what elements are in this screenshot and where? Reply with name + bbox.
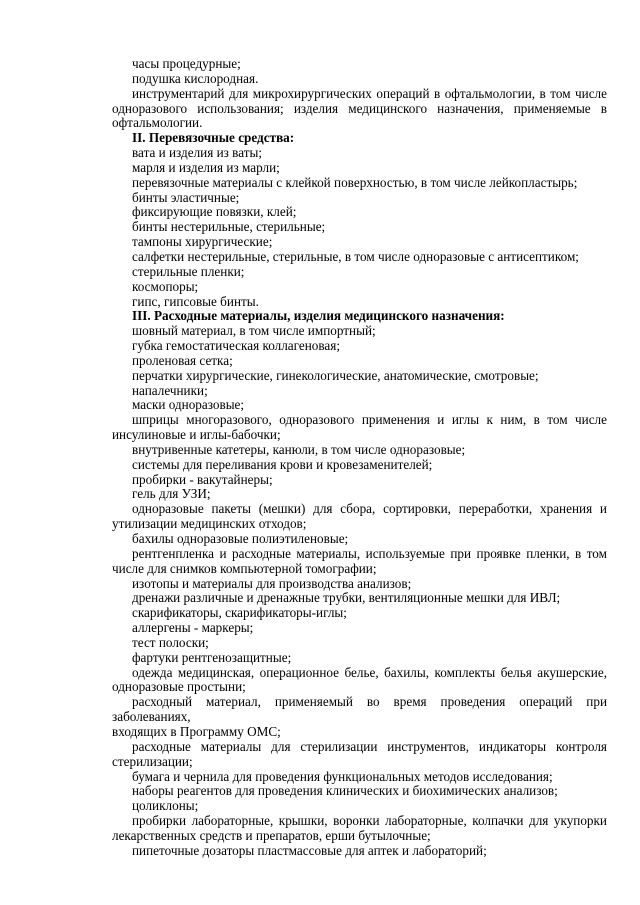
list-item: бахилы одноразовые полиэтиленовые; <box>132 531 349 546</box>
list-item: пипеточные дозаторы пластмассовые для аптек и лабораторий; <box>132 842 487 858</box>
list-item: перевязочные материалы с клейкой поверхностью, в том числе лейкопластырь; <box>132 174 578 190</box>
list-item: стерильные пленки; <box>132 263 245 279</box>
list-item-multiline <box>112 502 607 532</box>
list-item: вата и изделия из ваты; <box>132 145 263 161</box>
list-item: фартуки рентгенозащитные; <box>132 649 292 665</box>
list-item: тест полоски; <box>132 634 209 650</box>
list-item: гель для УЗИ; <box>132 486 211 502</box>
list-item-line: инсулиновые и иглы-бабочки; <box>112 427 281 443</box>
list-item: гипс, гипсовые бинты. <box>132 293 259 309</box>
section-heading-3: III. Расходные материалы, изделия медицинского назначения: <box>132 308 505 324</box>
list-item: системы для переливания крови и кровезаменителей; <box>132 456 433 472</box>
list-item-multiline <box>112 87 607 132</box>
list-item-line: инструментарий для микрохирургических операций в офтальмологии, в том числе <box>132 85 607 101</box>
list-item: скарификаторы, скарификаторы-иглы; <box>132 605 347 621</box>
list-item-line: шприцы многоразового, одноразового применения и иглы к ним, в том числе <box>132 412 607 428</box>
section-heading-2: II. Перевязочные средства: <box>132 130 295 146</box>
list-item-multiline <box>112 740 607 770</box>
list-item: часы процедурные; <box>132 56 241 71</box>
list-item-line: одежда медицинская, операционное белье, бахилы, комплекты белья акушерские, <box>132 664 607 680</box>
list-item-line: пробирки лабораторные, крышки, воронки лабораторные, колпачки для укупорки <box>132 813 607 829</box>
list-item: фиксирующие повязки, клей; <box>132 204 297 220</box>
list-item: губка гемостатическая коллагеновая; <box>132 338 340 354</box>
list-item: тампоны хирургические; <box>132 234 273 250</box>
list-item: проленовая сетка; <box>132 352 233 368</box>
list-item-line: расходный материал, применяемый во время проведения операций при заболеваниях, <box>112 694 607 725</box>
list-item: маски одноразовые; <box>132 397 245 413</box>
list-item: бинты эластичные; <box>132 189 240 205</box>
list-item: дренажи различные и дренажные трубки, вентиляционные мешки для ИВЛ; <box>132 590 561 606</box>
list-item-line: лекарственных средств и препаратов, ерши бутылочные; <box>112 827 431 843</box>
list-item: внутривенные катетеры, канюли, в том числе одноразовые; <box>132 441 466 457</box>
document-body <box>112 57 607 859</box>
list-item-multiline <box>112 695 607 740</box>
list-item: салфетки нестерильные, стерильные, в том числе одноразовые с антисептиком; <box>132 248 579 264</box>
list-item: напалечники; <box>132 382 208 398</box>
list-item: аллергены - маркеры; <box>132 620 254 636</box>
list-item-line: одноразового использования; изделия медицинского назначения, применяемые в <box>112 100 607 116</box>
list-item: цоликлоны; <box>132 798 199 814</box>
list-item-line: офтальмологии. <box>112 115 203 131</box>
list-item: пробирки - вакутайнеры; <box>132 471 273 487</box>
list-item: подушка кислородная. <box>132 70 259 86</box>
list-item: марля и изделия из марли; <box>132 159 280 175</box>
list-item-line: рентгенпленка и расходные материалы, используемые при проявке пленки, в том <box>132 545 607 561</box>
list-item: космопоры; <box>132 278 199 294</box>
list-item: изотопы и материалы для производства анализов; <box>132 575 412 591</box>
list-item-multiline <box>112 666 607 696</box>
list-item: наборы реагентов для проведения клинических и биохимических анализов; <box>132 783 558 799</box>
list-item-line: утилизации медицинских отходов; <box>112 516 307 532</box>
list-item: бинты нестерильные, стерильные; <box>132 219 326 235</box>
list-item-line: стерилизации; <box>112 753 193 769</box>
list-item: бумага и чернила для проведения функциональных методов исследования; <box>132 768 553 784</box>
list-item-line: расходные материалы для стерилизации инструментов, индикаторы контроля <box>132 738 607 754</box>
list-item: шовный материал, в том числе импортный; <box>132 323 376 339</box>
list-item-line: числе для снимков компьютерной томографии; <box>112 560 377 576</box>
list-item-multiline <box>112 413 607 443</box>
list-item-line: одноразовые простыни; <box>112 679 246 695</box>
list-item: перчатки хирургические, гинекологические, анатомические, смотровые; <box>132 367 539 383</box>
list-item-line: одноразовые пакеты (мешки) для сбора, сортировки, переработки, хранения и <box>132 501 607 517</box>
list-item-multiline <box>112 547 607 577</box>
list-item-multiline <box>112 814 607 844</box>
list-item-line: входящих в Программу ОМС; <box>112 723 281 739</box>
